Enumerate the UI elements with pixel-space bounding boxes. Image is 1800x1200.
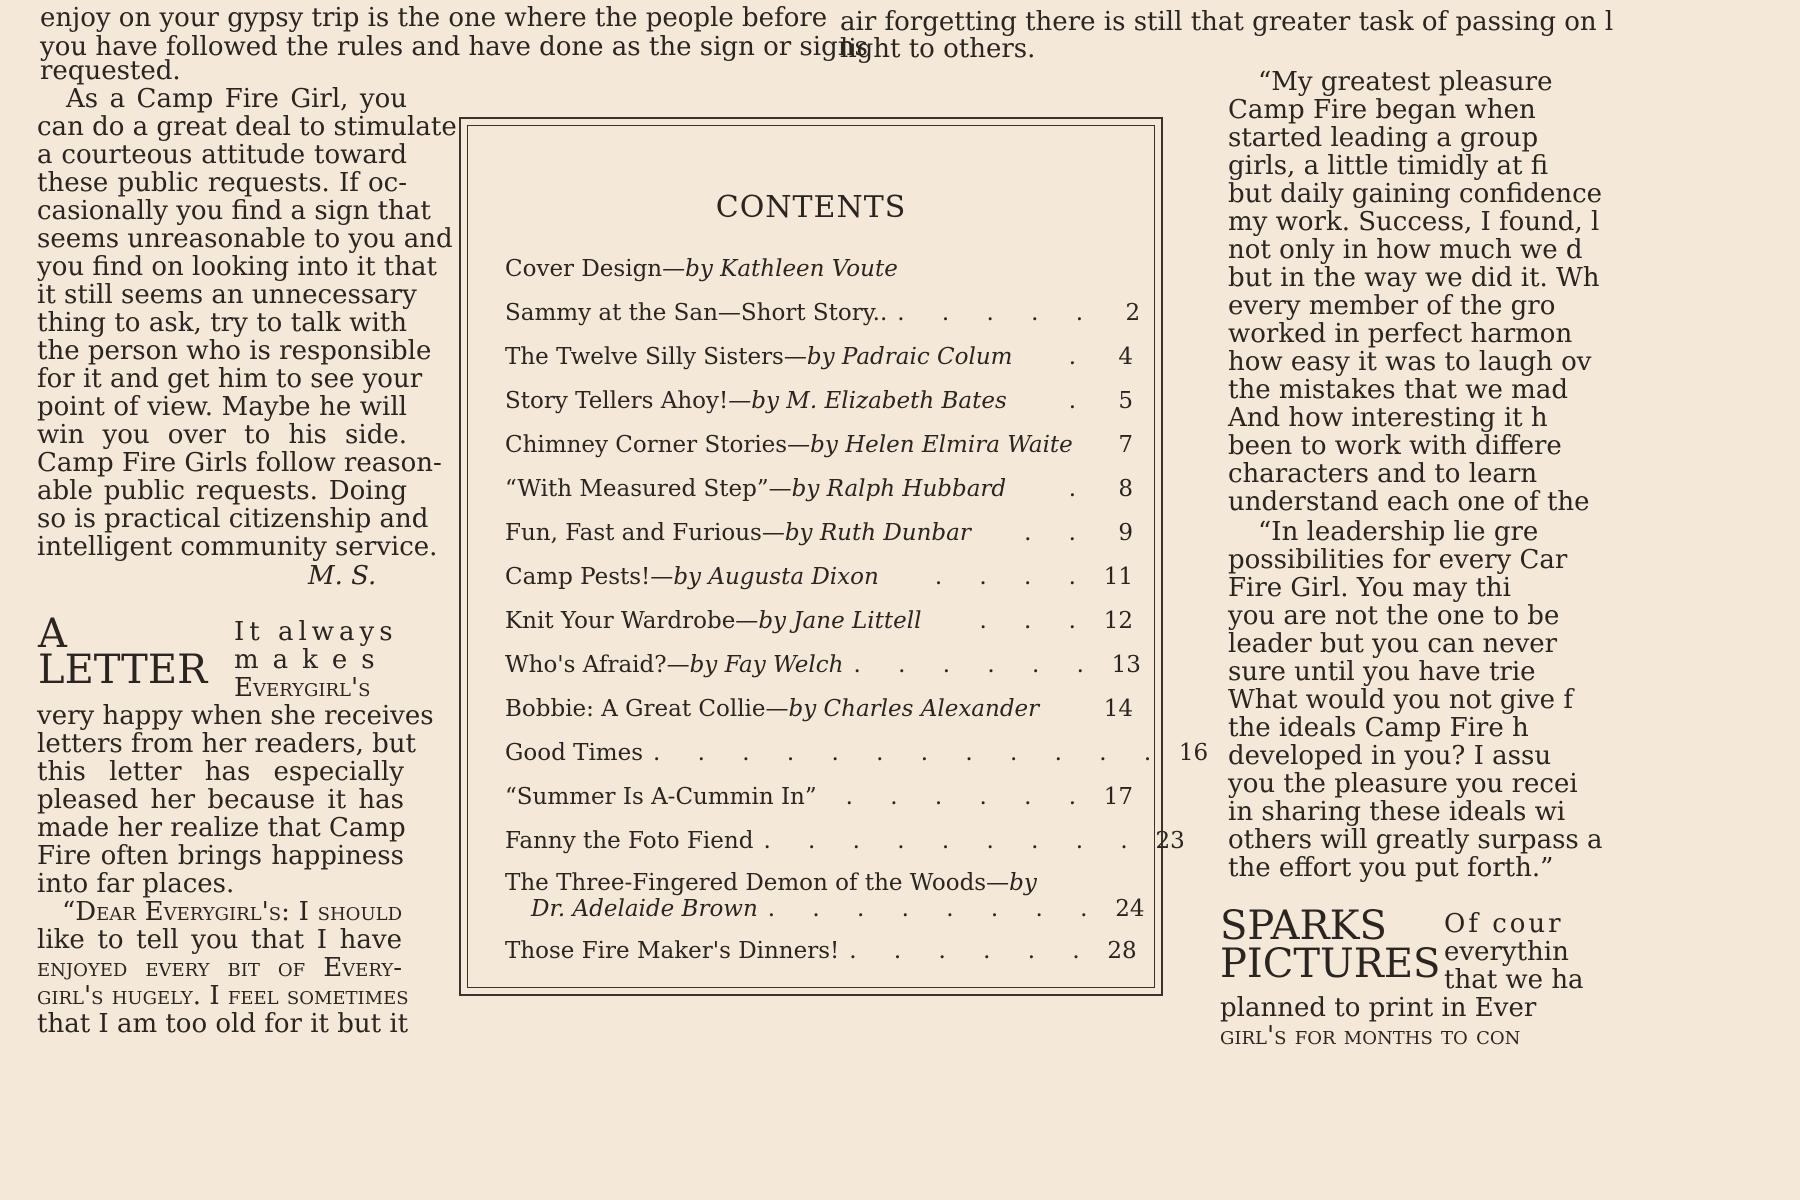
paragraph-line: intelligent community service. — [37, 532, 438, 562]
sparks-heading-a: SPARKS — [1220, 903, 1387, 949]
toc-entry — [505, 606, 1133, 636]
toc-page: 24 — [1115, 896, 1145, 922]
letter-line: very happy when she receives — [37, 701, 434, 731]
paragraph-line: worked in perfect harmon — [1228, 319, 1573, 349]
top-left-line-1: enjoy on your gypsy trip is the one where the people before — [40, 3, 828, 33]
toc-page: 14 — [1103, 696, 1133, 722]
toc-dots: . . . . — [934, 564, 1091, 590]
toc-title: “With Measured Step”— — [505, 476, 792, 502]
paragraph-line: thing to ask, try to talk with — [37, 308, 407, 338]
toc-page: 4 — [1118, 344, 1133, 370]
letter-side-1: It always — [234, 617, 398, 647]
toc-title: Fun, Fast and Furious— — [505, 520, 785, 546]
letter-heading-a: A — [38, 611, 67, 657]
letter-quote-line: like to tell you that I have — [37, 925, 402, 955]
toc-author: by M. Elizabeth Bates — [751, 388, 1007, 414]
toc-dots: . . . . . . . . — [767, 896, 1103, 922]
paragraph-line: others will greatly surpass a — [1228, 825, 1603, 855]
paragraph-line: And how interesting it h — [1228, 403, 1548, 433]
toc-dots: . . . . . . — [853, 652, 1099, 678]
contents-title: CONTENTS — [715, 190, 907, 225]
toc-title: Knit Your Wardrobe— — [505, 608, 759, 634]
paragraph-line: a courteous attitude toward — [37, 140, 407, 170]
paragraph-line: how easy it was to laugh ov — [1228, 347, 1592, 377]
paragraph-line: girls, a little timidly at fi — [1228, 151, 1549, 181]
paragraph-line: understand each one of the — [1228, 487, 1590, 517]
sparks-side-2: everythin — [1444, 937, 1569, 967]
letter-line: into far places. — [37, 869, 235, 899]
toc-author: by Ruth Dunbar — [784, 520, 971, 546]
paragraph-line: these public requests. If oc- — [37, 168, 407, 198]
toc-title: Good Times — [505, 740, 644, 766]
toc-entry — [505, 650, 1141, 680]
paragraph-line: it still seems an unnecessary — [37, 280, 417, 310]
toc-entry — [505, 342, 1133, 372]
paragraph-line: casionally you find a sign that — [37, 196, 431, 226]
toc-page: 7 — [1118, 432, 1133, 458]
top-left-line-2: you have followed the rules and have done as the sign or signs — [40, 32, 868, 62]
paragraph-line: Camp Fire Girls follow reason- — [37, 448, 442, 478]
letter-line: pleased her because it has — [37, 785, 404, 815]
letter-side-2: makes — [234, 645, 389, 675]
toc-author: by Charles Alexander — [788, 696, 1040, 722]
signature: M. S. — [308, 561, 377, 591]
sparks-heading-b: PICTURES — [1220, 941, 1441, 987]
paragraph-line: characters and to learn — [1228, 459, 1538, 489]
paragraph-line: been to work with differe — [1228, 431, 1562, 461]
toc-page: 9 — [1118, 520, 1133, 546]
paragraph-line: can do a great deal to stimulate — [37, 112, 457, 142]
toc-dots: . — [1068, 476, 1091, 502]
toc-entry — [505, 826, 1185, 856]
paragraph-line: in sharing these ideals wi — [1228, 797, 1566, 827]
toc-page: 17 — [1103, 784, 1133, 810]
letter-quote-line: “Dear Everygirl's: I should — [62, 897, 402, 927]
toc-entry — [505, 254, 1133, 284]
toc-dots: . . . . . . . . . — [763, 828, 1143, 854]
paragraph-line: Camp Fire began when — [1228, 95, 1536, 125]
toc-entry — [505, 782, 1133, 812]
paragraph-line: you are not the one to be — [1228, 601, 1560, 631]
toc-title: Cover Design— — [505, 256, 686, 282]
toc-title: Bobbie: A Great Collie— — [505, 696, 789, 722]
paragraph-line: the person who is responsible — [37, 336, 432, 366]
toc-author: by Ralph Hubbard — [791, 476, 1007, 502]
toc-title: Those Fire Maker's Dinners! — [505, 938, 840, 964]
toc-author: Dr. Adelaide Brown — [531, 896, 758, 922]
toc-page: 12 — [1103, 608, 1133, 634]
sparks-line: girl's for months to con — [1220, 1021, 1521, 1051]
letter-quote-line: enjoyed every bit of Every- — [37, 953, 402, 983]
toc-dots: . . . . . — [897, 300, 1099, 326]
toc-page: 28 — [1107, 938, 1137, 964]
contents-inner-border — [467, 125, 1209, 988]
top-left-line-3: requested. — [40, 56, 181, 86]
letter-line: letters from her readers, but — [37, 729, 416, 759]
toc-title: Story Tellers Ahoy!— — [505, 388, 752, 414]
toc-title: Chimney Corner Stories— — [505, 432, 811, 458]
sparks-side-1: Of cour — [1444, 909, 1564, 939]
toc-entry — [505, 738, 1209, 768]
paragraph-line: for it and get him to see your — [37, 364, 423, 394]
letter-line: made her realize that Camp — [37, 813, 406, 843]
top-right-line-2: light to others. — [840, 34, 1036, 64]
paragraph-line: but daily gaining confidence — [1228, 179, 1603, 209]
toc-author: by Padraic Colum — [806, 344, 1013, 370]
toc-entry — [505, 562, 1133, 592]
paragraph-line: able public requests. Doing — [37, 476, 407, 506]
paragraph-line: the ideals Camp Fire h — [1228, 713, 1529, 743]
paragraph-line: win you over to his side. — [37, 420, 407, 450]
paragraph-line: but in the way we did it. Wh — [1228, 263, 1600, 293]
paragraph-line: you find on looking into it that — [37, 252, 437, 282]
paragraph-line: so is practical citizenship and — [37, 504, 429, 534]
toc-title: Camp Pests!— — [505, 564, 674, 590]
paragraph-line: sure until you have trie — [1228, 657, 1536, 687]
toc-title: The Three-Fingered Demon of the Woods— — [505, 870, 1010, 896]
paragraph-line: leader but you can never — [1228, 629, 1558, 659]
paragraph-line: developed in you? I assu — [1228, 741, 1552, 771]
paragraph-line: point of view. Maybe he will — [37, 392, 407, 422]
paragraph-line: my work. Success, I found, l — [1228, 207, 1600, 237]
toc-entry — [505, 894, 1145, 924]
toc-entry — [505, 474, 1133, 504]
paragraph-line: the effort you put forth.” — [1228, 853, 1554, 883]
toc-dots: . . . — [979, 608, 1091, 634]
toc-dots: . — [1068, 344, 1091, 370]
letter-line: this letter has especially — [37, 757, 404, 787]
toc-dots: . . . . . . — [845, 784, 1091, 810]
toc-dots: . . — [1024, 520, 1091, 546]
paragraph-line: seems unreasonable to you and — [37, 224, 453, 254]
toc-page: 2 — [1125, 300, 1141, 326]
letter-quote-line: girl's hugely. I feel sometimes — [37, 981, 409, 1011]
contents-box — [459, 117, 1209, 996]
paragraph-line: started leading a group — [1228, 123, 1539, 153]
toc-title: “Summer Is A-Cummin In” — [505, 784, 817, 810]
toc-author: by Fay Welch — [689, 652, 844, 678]
toc-page: 5 — [1118, 388, 1133, 414]
top-right-line-1: air forgetting there is still that greater task of passing on l — [840, 7, 1614, 37]
toc-page: 8 — [1118, 476, 1133, 502]
toc-page: 13 — [1111, 652, 1141, 678]
letter-line: Fire often brings happiness — [37, 841, 404, 871]
sparks-side-3: that we ha — [1444, 965, 1584, 995]
paragraph-line: “My greatest pleasure — [1258, 67, 1553, 97]
paragraph-line: you the pleasure you recei — [1228, 769, 1578, 799]
toc-entry — [505, 936, 1137, 966]
toc-entry — [505, 518, 1133, 548]
toc-entry — [505, 298, 1141, 328]
paragraph-line: the mistakes that we mad — [1228, 375, 1568, 405]
toc-entry — [505, 430, 1133, 460]
paragraph-line: every member of the gro — [1228, 291, 1556, 321]
paragraph-line: Fire Girl. You may thi — [1228, 573, 1511, 603]
toc-entry — [505, 386, 1133, 416]
letter-quote-line: that I am too old for it but it — [37, 1009, 409, 1039]
paragraph-line: As a Camp Fire Girl, you — [66, 84, 407, 114]
paragraph-line: possibilities for every Car — [1228, 545, 1568, 575]
toc-author: by — [1009, 870, 1037, 896]
toc-author: by Jane Littell — [758, 608, 922, 634]
toc-page: 16 — [1178, 740, 1209, 766]
toc-dots: . . . . . . — [849, 938, 1095, 964]
toc-author: by Helen Elmira Waite — [810, 432, 1073, 458]
letter-heading-b: LETTER — [38, 647, 208, 693]
toc-title: Sammy at the San—Short Story.. — [505, 300, 888, 326]
toc-author: by Augusta Dixon — [673, 564, 879, 590]
toc-title: Who's Afraid?— — [505, 652, 690, 678]
toc-page: 23 — [1155, 828, 1185, 854]
toc-title: Fanny the Foto Fiend — [505, 828, 754, 854]
toc-dots: . — [1068, 388, 1091, 414]
toc-title: The Twelve Silly Sisters— — [505, 344, 807, 370]
paragraph-line: not only in how much we d — [1228, 235, 1583, 265]
toc-page: 11 — [1103, 564, 1133, 590]
letter-side-3: Everygirl's — [234, 673, 371, 703]
paragraph-line: “In leadership lie gre — [1258, 517, 1539, 547]
toc-entry — [505, 694, 1133, 724]
sparks-line: planned to print in Ever — [1220, 993, 1537, 1023]
toc-dots: . . . . . . . . . . . . — [653, 740, 1167, 766]
paragraph-line: What would you not give f — [1228, 685, 1573, 715]
toc-author: by Kathleen Voute — [685, 256, 898, 282]
